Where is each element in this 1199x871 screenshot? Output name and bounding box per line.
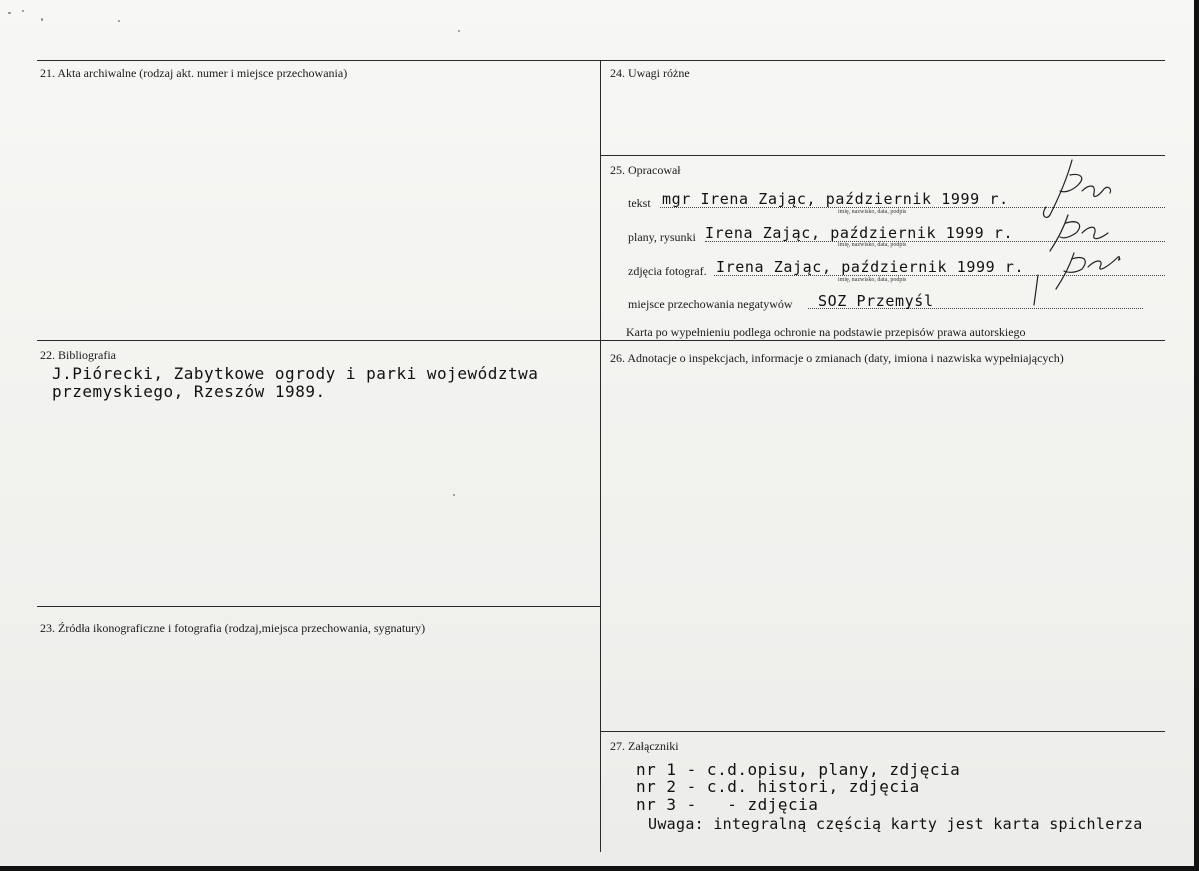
- s25-row-negatives-prefix: miejsce przechowania negatywów: [628, 297, 793, 311]
- handwritten-signature: [1020, 155, 1170, 315]
- column-divider: [600, 60, 601, 852]
- s25-row-negatives-value: SOZ Przemyśl: [818, 292, 934, 310]
- rule-s26-top: [600, 340, 1165, 341]
- s25-row-plans-value: Irena Zając, październik 1999 r.: [705, 224, 1014, 242]
- scan-speck: [41, 18, 43, 21]
- s25-row-photos-prefix: zdjęcia fotograf.: [628, 264, 707, 278]
- section-26-label: 26. Adnotacje o inspekcjach, informacje o zmianach (daty, imiona i nazwiska wypełniających): [610, 351, 1064, 365]
- s25-row-photos-hint: imię, nazwisko, data, podpis: [838, 277, 907, 283]
- s27-attachment-line-2: nr 2 - c.d. histori, zdjęcia: [636, 777, 920, 796]
- s25-row-plans-prefix: plany, rysunki: [628, 230, 696, 244]
- section-25-label: 25. Opracował: [610, 163, 681, 177]
- scan-speck: [458, 30, 460, 32]
- s25-row-text-value: mgr Irena Zając, październik 1999 r.: [662, 190, 1009, 208]
- section-24-label: 24. Uwagi różne: [610, 66, 690, 80]
- rule-s22-top: [37, 340, 600, 341]
- s25-row-text-prefix: tekst: [628, 196, 651, 210]
- s22-bibliography-line-1: J.Piórecki, Zabytkowe ogrody i parki województwa: [52, 364, 539, 383]
- section-22-label: 22. Bibliografia: [40, 348, 116, 362]
- s27-note: Uwaga: integralną częścią karty jest karta spichlerza: [648, 815, 1143, 833]
- s25-row-plans-hint: imię, nazwisko, data, podpis: [838, 242, 907, 248]
- s25-copyright-notice: Karta po wypełnieniu podlega ochronie na podstawie przepisów prawa autorskiego: [626, 325, 1026, 339]
- s27-attachment-line-1: nr 1 - c.d.opisu, plany, zdjęcia: [636, 760, 961, 779]
- section-23-label: 23. Źródła ikonograficzne i fotografia (rodzaj,miejsca przechowania, sygnatury): [40, 621, 426, 635]
- scan-speck: [118, 20, 120, 22]
- scan-speck: [8, 12, 11, 14]
- s27-attachment-line-3: nr 3 - - zdjęcia: [636, 795, 819, 814]
- rule-s23-top: [37, 606, 600, 607]
- section-27-label: 27. Załączniki: [610, 739, 679, 753]
- scan-speck: [453, 494, 455, 496]
- scan-speck: [22, 10, 24, 12]
- s25-row-photos-value: Irena Zając, październik 1999 r.: [716, 258, 1025, 276]
- rule-top-right: [600, 60, 1165, 61]
- scan-border-right: [1194, 0, 1199, 871]
- scan-border-bottom: [0, 866, 1199, 871]
- rule-s27-top: [600, 731, 1165, 732]
- s25-row-text-hint: imię, nazwisko, data, podpis: [838, 209, 907, 215]
- section-21-label: 21. Akta archiwalne (rodzaj akt. numer i miejsce przechowania): [40, 66, 348, 80]
- s22-bibliography-line-2: przemyskiego, Rzeszów 1989.: [52, 382, 326, 401]
- rule-top-left: [37, 60, 600, 61]
